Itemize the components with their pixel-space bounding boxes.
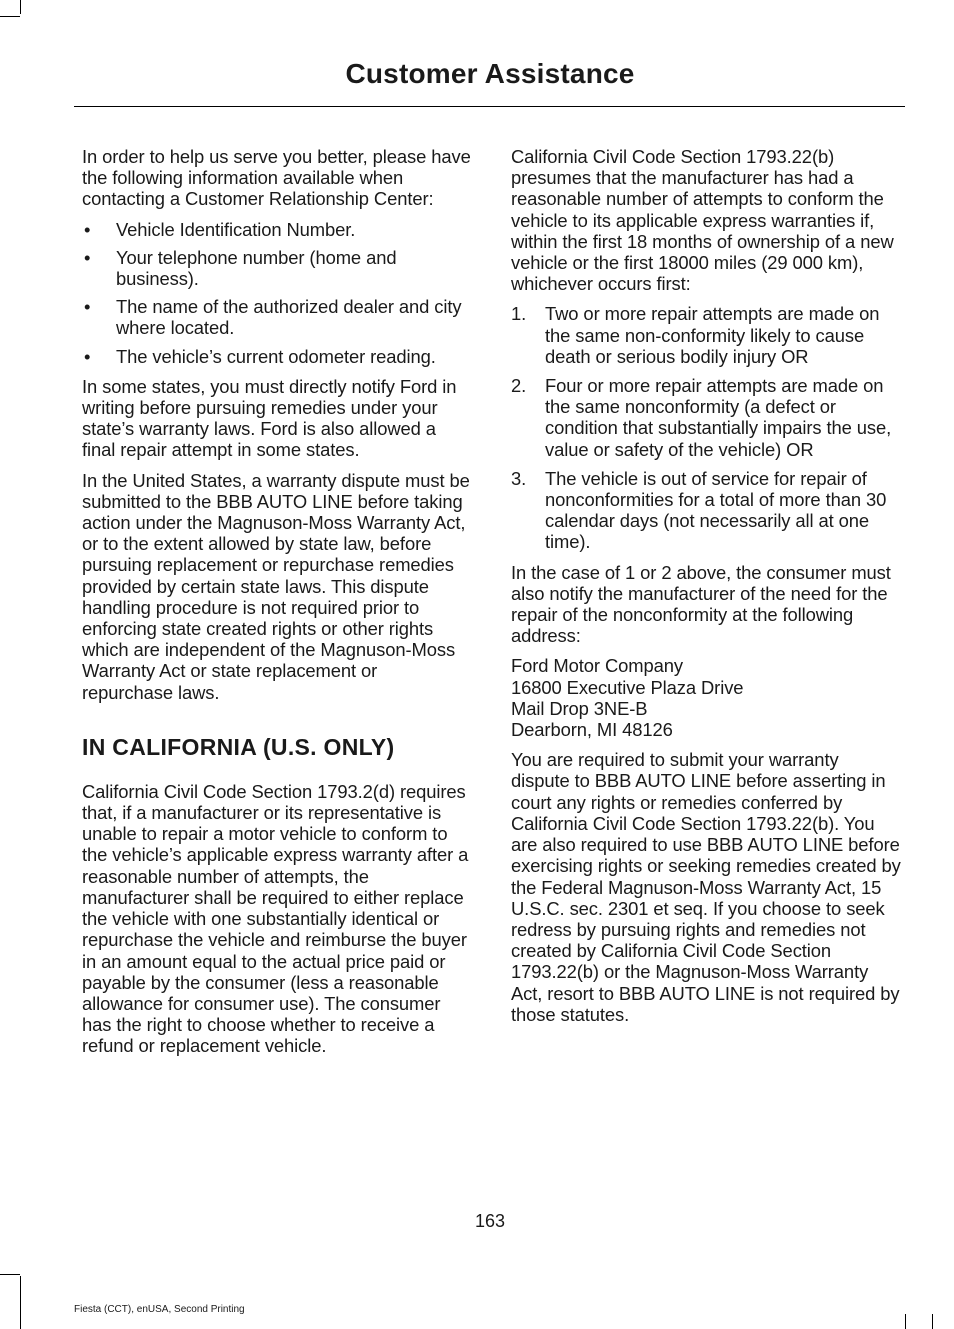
address-line: 16800 Executive Plaza Drive — [511, 676, 744, 698]
numbered-item: 3. The vehicle is out of service for repair of nonconformities for a total of more than 30 calendar days (not necessarily all at one time). — [511, 467, 887, 553]
bullet-item: • Vehicle Identification Number. — [84, 218, 356, 240]
right-column — [511, 146, 901, 1034]
crop-mark-bottom-right-v2 — [905, 1314, 906, 1329]
address-line: Dearborn, MI 48126 — [511, 719, 673, 741]
bullet-symbol: • — [84, 246, 91, 268]
states-paragraph: In some states, you must directly notify Ford in writing before pursuing remedies under your state’s warranty laws. Ford is also allowed a final repair attempt in some states. — [82, 375, 457, 461]
notify-paragraph: In the case of 1 or 2 above, the consumer must also notify the manufacturer of the need for the repair of the nonconformity at the following address: — [511, 561, 891, 647]
item-number: 2. — [511, 375, 527, 397]
crop-mark-top-left-h — [0, 16, 20, 17]
header-divider — [74, 106, 905, 107]
item-number: 3. — [511, 467, 527, 489]
bullet-item: • The vehicle’s current odometer reading. — [84, 345, 436, 367]
bullet-symbol: • — [84, 345, 91, 367]
numbered-item: 1. Two or more repair attempts are made on the same non-conformity likely to cause death or serious bodily injury OR — [511, 303, 880, 367]
section-heading: IN CALIFORNIA (U.S. ONLY) — [82, 733, 395, 760]
crop-mark-bottom-left-h — [0, 1274, 20, 1275]
address-line: Mail Drop 3NE-B — [511, 697, 648, 719]
bullet-symbol: • — [84, 218, 91, 240]
intro-paragraph: In order to help us serve you better, please have the following information available when contacting a Customer Relationship Center: — [82, 146, 471, 210]
crop-mark-bottom-right-v1 — [932, 1314, 933, 1329]
bullet-item: • The name of the authorized dealer and city where located. — [84, 296, 462, 339]
crop-mark-top-left-v — [20, 0, 21, 14]
item-number: 1. — [511, 303, 527, 325]
left-column — [82, 146, 472, 1066]
crop-mark-bottom-left-v — [20, 1276, 21, 1329]
bullet-symbol: • — [84, 296, 91, 318]
info-bullet-list — [82, 219, 472, 367]
presumption-paragraph: California Civil Code Section 1793.22(b) presumes that the manufacturer has had a reasonable number of attempts to conform the vehicle to its applicable express warranties if, within the first 18 months of ownership of a new vehicle or the first 18000 miles (29 000 km), whichever occurs first: — [511, 146, 894, 295]
california-paragraph: California Civil Code Section 1793.2(d) requires that, if a manufacturer or its representative is unable to repair a motor vehicle to conform to the vehicle’s applicable express warranty after a reasonable number of attempts, the manufacturer shall be required to either replace the vehicle with one substantially identical or repurchase the vehicle and reimburse the buyer in an amount equal to the actual price paid or payable by the consumer (less a reasonable allowance for consumer use). The consumer has the right to choose whether to receive a refund or replacement vehicle. — [82, 780, 469, 1057]
page-number: 163 — [474, 1211, 506, 1231]
footer-text: Fiesta (CCT), enUSA, Second Printing — [74, 1304, 245, 1315]
address-line: Ford Motor Company — [511, 655, 683, 677]
bullet-item: • Your telephone number (home and business). — [84, 246, 397, 290]
us-dispute-paragraph: In the United States, a warranty dispute must be submitted to the BBB AUTO LINE before taking action under the Magnuson-Moss Warranty Act, or to the extent allowed by state law, before pursuing replacement or repurchase remedies provided by certain state laws. This dispute handling procedure is not required prior to enforcing state created rights or other rights which are independent of the Magnuson-Moss Warranty Act or state replacement or repurchase laws. — [82, 469, 470, 703]
submit-dispute-paragraph: You are required to submit your warranty dispute to BBB AUTO LINE before asserting in court any rights or remedies conferred by California Civil Code Section 1793.22(b). You are also required to use BBB AUTO LINE before exercising rights or seeking remedies created by the Federal Magnuson-Moss Warranty Act, 15 U.S.C. sec. 2301 et seq. If you choose to seek redress by pursuing rights and remedies not created by California Civil Code Section 1793.22(b) or the Magnuson-Moss Warranty Act, resort to BBB AUTO LINE is not required by those statutes. — [511, 749, 901, 1025]
page-title: Customer Assistance — [345, 58, 635, 89]
mailing-address — [511, 655, 901, 740]
numbered-item: 2. Four or more repair attempts are made on the same nonconformity (a defect or condition that substantially impairs the use, value or safety of the vehicle) OR — [511, 375, 892, 460]
conditions-numbered-list — [511, 303, 901, 552]
